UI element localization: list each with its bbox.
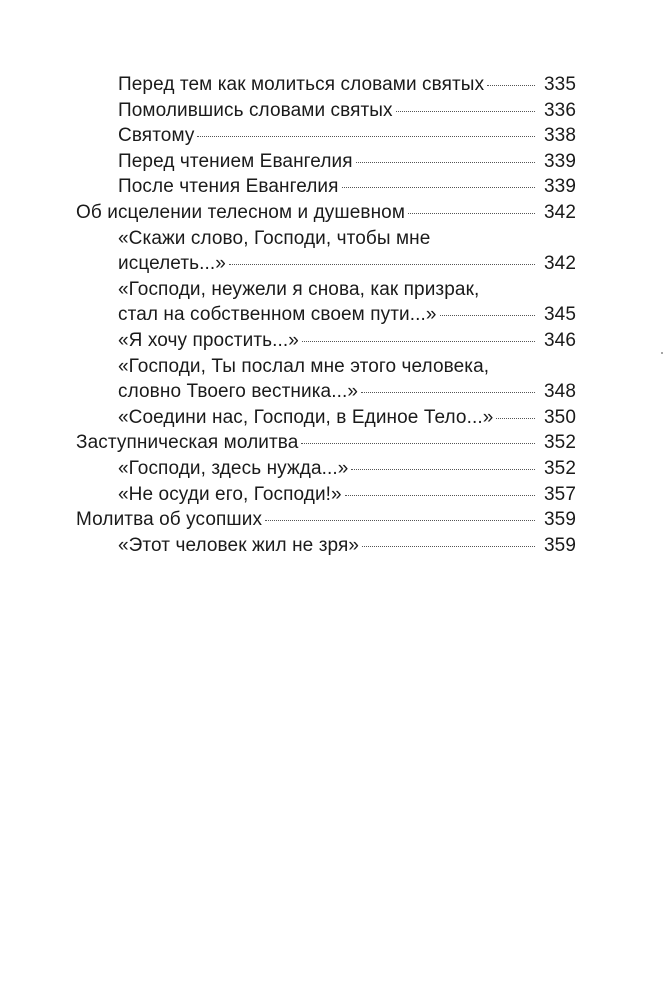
toc-entry-title: Святому — [118, 125, 195, 147]
toc-page-number: 342 — [543, 201, 576, 223]
dot-leader — [487, 85, 535, 86]
toc-section — [76, 200, 576, 226]
toc-section — [76, 430, 576, 456]
toc-entry — [76, 174, 576, 200]
toc-page-number: 336 — [543, 99, 576, 121]
dot-leader — [265, 520, 535, 521]
dot-leader — [440, 315, 535, 316]
toc-page-number: 339 — [543, 150, 576, 172]
dot-leader — [197, 136, 535, 137]
toc-entry — [76, 405, 576, 431]
toc-page-number: 342 — [543, 253, 576, 275]
toc-entry — [76, 354, 576, 405]
dot-leader — [362, 546, 535, 547]
toc-entry — [76, 456, 576, 482]
dot-leader — [301, 443, 535, 444]
toc-page-number: 350 — [543, 406, 576, 428]
toc-page-number: 352 — [543, 457, 576, 479]
toc-entry-title: Перед тем как молиться словами святых — [118, 74, 485, 95]
toc-entry — [76, 533, 576, 559]
toc-section-title: Об исцелении телесном и душевном — [76, 201, 405, 223]
toc-page-number: 359 — [543, 534, 576, 556]
dot-leader — [361, 392, 535, 393]
dot-leader — [345, 495, 535, 496]
toc-entry-title: «Я хочу простить...» — [118, 329, 299, 351]
toc-entry-title-line: «Господи, неужели я снова, как призрак, — [118, 278, 480, 300]
toc-page-number: 339 — [543, 176, 576, 198]
toc-page-number: 346 — [543, 329, 576, 351]
toc-entry-title: «Господи, здесь нужда...» — [118, 457, 349, 479]
toc-entry — [76, 226, 576, 277]
toc-entry-title: «Соедини нас, Господи, в Единое Тело...» — [118, 406, 494, 428]
toc-entry-title: стал на собственном своем пути...» — [118, 304, 437, 326]
dot-leader — [396, 111, 535, 112]
toc-entry-title: «Этот человек жил не зря» — [118, 534, 360, 556]
toc-page-number: 359 — [543, 509, 576, 531]
toc-section-title: Молитва об усопших — [76, 509, 263, 531]
toc-entry-title: исцелеть...» — [118, 253, 226, 275]
dot-leader — [408, 213, 535, 214]
toc-page-number: 335 — [543, 74, 576, 95]
toc-entry — [76, 98, 576, 124]
dot-leader — [302, 341, 535, 342]
dot-leader — [496, 418, 535, 419]
dot-leader — [342, 187, 535, 188]
dot-leader — [356, 162, 535, 163]
toc-entry-title-line: «Господи, Ты послал мне этого человека, — [118, 355, 490, 377]
toc-page-number: 352 — [543, 432, 576, 454]
toc-page-number: 357 — [543, 483, 576, 505]
toc-entry-title: После чтения Евангелия — [118, 176, 339, 198]
toc-page-number: 348 — [543, 381, 576, 403]
toc-entry-title: словно Твоего вестника...» — [118, 381, 358, 403]
toc-entry-title: Перед чтением Евангелия — [118, 150, 353, 172]
table-of-contents — [76, 72, 576, 558]
toc-entry-title: «Не осуди его, Господи!» — [118, 483, 342, 505]
toc-entry-title-line: «Скажи слово, Господи, чтобы мне — [118, 227, 431, 249]
toc-section-title: Заступническая молитва — [76, 432, 299, 454]
toc-entry — [76, 123, 576, 149]
toc-entry — [76, 482, 576, 508]
toc-entry — [76, 72, 576, 98]
toc-entry-title: Помолившись словами святых — [118, 99, 393, 121]
dot-leader — [229, 264, 535, 265]
toc-section — [76, 507, 576, 533]
toc-page-number: 345 — [543, 304, 576, 326]
toc-entry — [76, 277, 576, 328]
toc-entry — [76, 149, 576, 175]
dot-leader — [351, 469, 535, 470]
print-speck — [661, 352, 663, 354]
toc-entry — [76, 328, 576, 354]
toc-page-number: 338 — [543, 125, 576, 147]
